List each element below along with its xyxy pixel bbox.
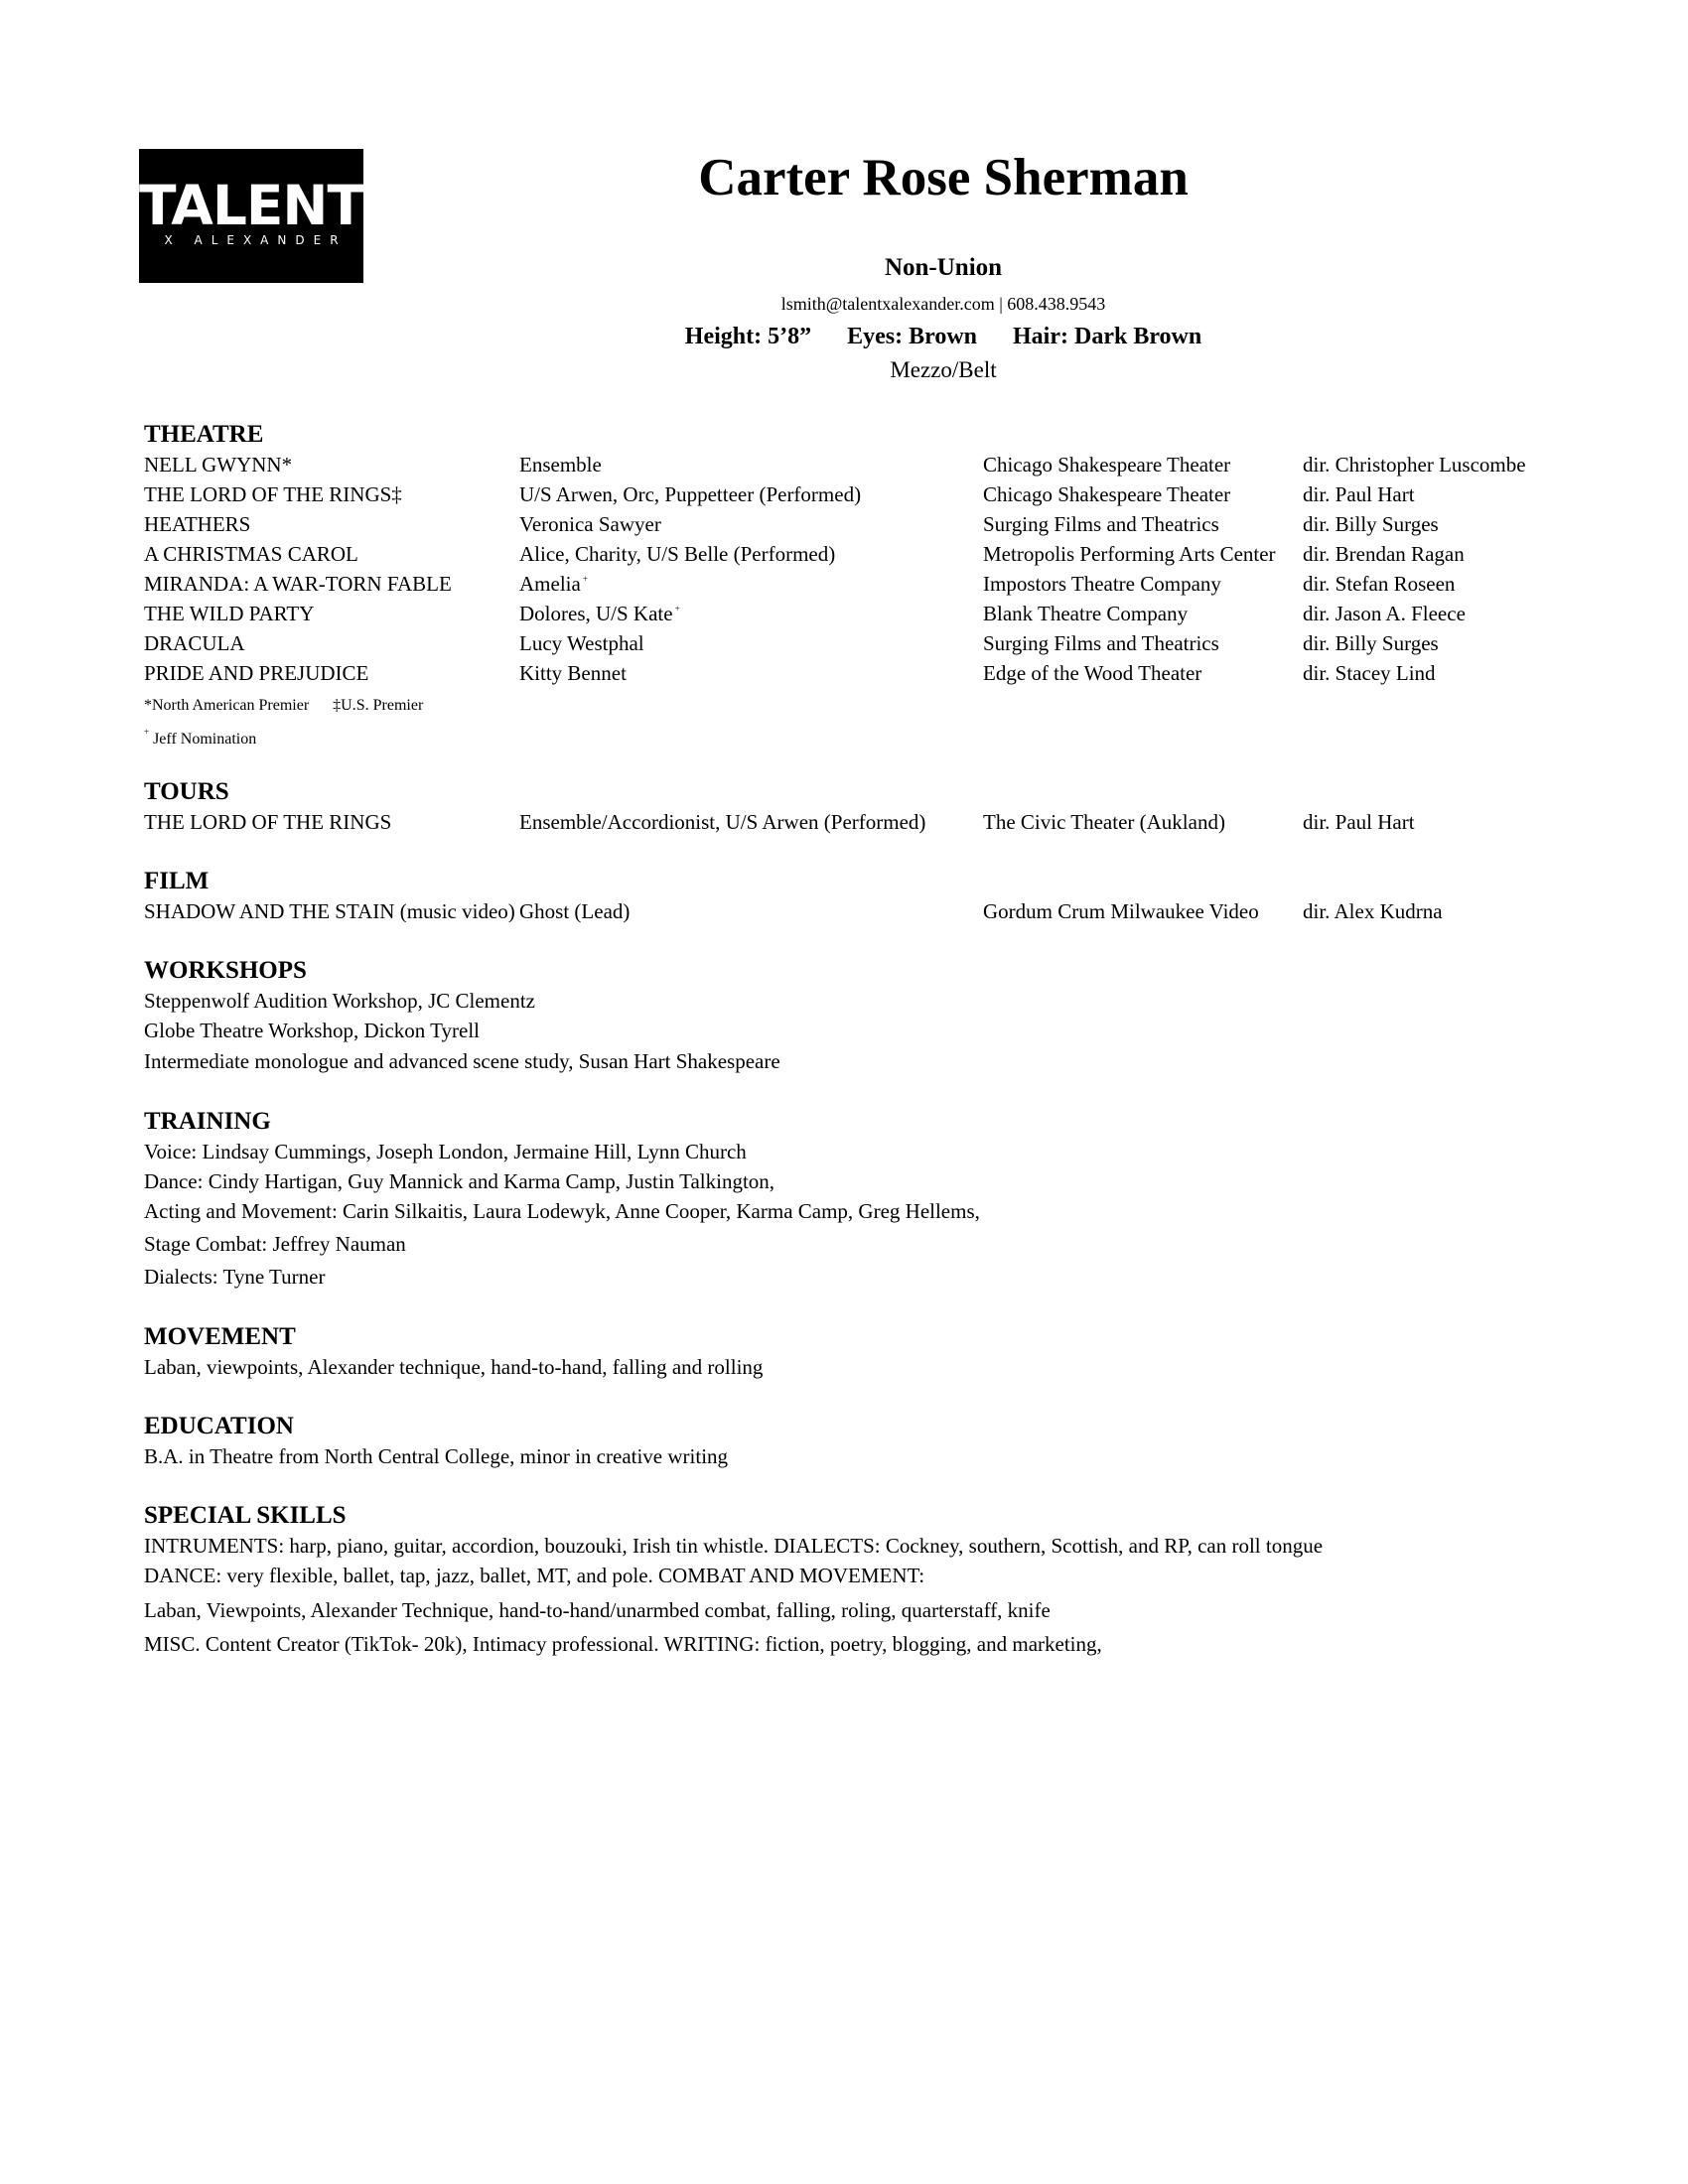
credit-venue: Surging Films and Theatrics bbox=[983, 512, 1219, 536]
credit-row bbox=[0, 574, 1688, 604]
special-skills-heading: SPECIAL SKILLS bbox=[144, 1502, 347, 1529]
workshop-item: Globe Theatre Workshop, Dickon Tyrell bbox=[144, 1019, 481, 1042]
credit-title: MIRANDA: A WAR-TORN FABLE bbox=[144, 572, 452, 596]
logo-subtitle: X ALEXANDER bbox=[164, 233, 348, 247]
training-heading: TRAINING bbox=[144, 1108, 271, 1135]
credit-title: DRACULA bbox=[144, 631, 245, 655]
education-heading: EDUCATION bbox=[144, 1413, 294, 1439]
credit-row bbox=[0, 663, 1688, 693]
skills-item: Laban, Viewpoints, Alexander Technique, hand-to-hand/unarmbed combat, falling, roling, quarterstaff, knife bbox=[144, 1598, 1051, 1622]
credit-role: Ensemble bbox=[519, 453, 602, 477]
credit-row bbox=[0, 455, 1688, 484]
training-item: Dialects: Tyne Turner bbox=[144, 1265, 326, 1289]
credit-role: Kitty Bennet bbox=[519, 661, 627, 685]
tours-heading: TOURS bbox=[144, 778, 229, 805]
credit-director: dir. Billy Surges bbox=[1303, 631, 1439, 655]
credit-row bbox=[0, 812, 1688, 842]
credit-row bbox=[0, 484, 1688, 514]
credit-venue: Metropolis Performing Arts Center bbox=[983, 542, 1276, 566]
height-stat: Height: 5’8” bbox=[684, 324, 812, 349]
credit-title: PRIDE AND PREJUDICE bbox=[144, 661, 369, 685]
premiere-footnote: *North American Premier ‡U.S. Premier bbox=[144, 697, 424, 714]
credit-row bbox=[0, 544, 1688, 574]
credit-director: dir. Alex Kudrna bbox=[1303, 899, 1443, 923]
credit-director: dir. Paul Hart bbox=[1303, 482, 1415, 506]
workshops-heading: WORKSHOPS bbox=[144, 957, 307, 984]
education-item: B.A. in Theatre from North Central College, minor in creative writing bbox=[144, 1444, 729, 1468]
credit-role: Ghost (Lead) bbox=[519, 899, 631, 923]
credit-director: dir. Christopher Luscombe bbox=[1303, 453, 1526, 477]
union-status: Non-Union bbox=[884, 254, 1003, 281]
credit-row bbox=[0, 633, 1688, 663]
nomination-footnote: + Jeff Nomination bbox=[144, 727, 257, 748]
credit-row bbox=[0, 514, 1688, 544]
credit-director: dir. Billy Surges bbox=[1303, 512, 1439, 536]
credit-title: HEATHERS bbox=[144, 512, 251, 536]
credit-director: dir. Stacey Lind bbox=[1303, 661, 1436, 685]
credit-title: THE LORD OF THE RINGS‡ bbox=[144, 482, 402, 506]
credit-venue: Gordum Crum Milwaukee Video bbox=[983, 899, 1259, 923]
credit-venue: Edge of the Wood Theater bbox=[983, 661, 1202, 685]
credit-title: THE LORD OF THE RINGS bbox=[144, 810, 392, 834]
hair-stat: Hair: Dark Brown bbox=[1013, 324, 1202, 349]
credit-role: Dolores, U/S Kate + bbox=[519, 602, 680, 625]
workshop-item: Steppenwolf Audition Workshop, JC Clementz bbox=[144, 989, 535, 1013]
skills-item: INTRUMENTS: harp, piano, guitar, accordion, bouzouki, Irish tin whistle. DIALECTS: Cockney, southern, Scottish, and RP, can roll tongue bbox=[144, 1534, 1324, 1558]
credit-director: dir. Paul Hart bbox=[1303, 810, 1415, 834]
credit-title: NELL GWYNN* bbox=[144, 453, 293, 477]
credit-venue: Surging Films and Theatrics bbox=[983, 631, 1219, 655]
film-heading: FILM bbox=[144, 868, 210, 894]
credit-role: Amelia + bbox=[519, 572, 588, 596]
credit-venue: Chicago Shakespeare Theater bbox=[983, 482, 1231, 506]
credit-role: Alice, Charity, U/S Belle (Performed) bbox=[519, 542, 836, 566]
actor-name: Carter Rose Sherman bbox=[698, 149, 1189, 206]
training-item: Acting and Movement: Carin Silkaitis, Laura Lodewyk, Anne Cooper, Karma Camp, Greg Hellems, bbox=[144, 1199, 980, 1223]
movement-heading: MOVEMENT bbox=[144, 1323, 296, 1350]
workshop-item: Intermediate monologue and advanced scene study, Susan Hart Shakespeare bbox=[144, 1049, 780, 1073]
physical-stats bbox=[596, 325, 1291, 348]
contact-info: lsmith@talentxalexander.com | 608.438.9543 bbox=[780, 294, 1106, 314]
credit-role: Lucy Westphal bbox=[519, 631, 644, 655]
credit-director: dir. Brendan Ragan bbox=[1303, 542, 1465, 566]
credit-title: THE WILD PARTY bbox=[144, 602, 315, 625]
credit-director: dir. Stefan Roseen bbox=[1303, 572, 1456, 596]
credit-title: A CHRISTMAS CAROL bbox=[144, 542, 358, 566]
credit-venue: Impostors Theatre Company bbox=[983, 572, 1221, 596]
logo-wordmark: TALENT bbox=[139, 174, 363, 237]
training-item: Dance: Cindy Hartigan, Guy Mannick and Karma Camp, Justin Talkington, bbox=[144, 1169, 775, 1193]
training-item: Stage Combat: Jeffrey Nauman bbox=[144, 1232, 406, 1256]
credit-director: dir. Jason A. Fleece bbox=[1303, 602, 1466, 625]
credit-venue: Blank Theatre Company bbox=[983, 602, 1189, 625]
credit-row bbox=[0, 604, 1688, 633]
movement-item: Laban, viewpoints, Alexander technique, hand-to-hand, falling and rolling bbox=[144, 1355, 764, 1379]
credit-role: Veronica Sawyer bbox=[519, 512, 661, 536]
credit-row bbox=[0, 901, 1688, 931]
credit-role: U/S Arwen, Orc, Puppetteer (Performed) bbox=[519, 482, 862, 506]
training-item: Voice: Lindsay Cummings, Joseph London, Jermaine Hill, Lynn Church bbox=[144, 1140, 747, 1163]
theatre-heading: THEATRE bbox=[144, 421, 264, 448]
credit-venue: Chicago Shakespeare Theater bbox=[983, 453, 1231, 477]
skills-item: MISC. Content Creator (TikTok- 20k), Intimacy professional. WRITING: fiction, poetry, blogging, and marketing, bbox=[144, 1632, 1102, 1656]
skills-item: DANCE: very flexible, ballet, tap, jazz, ballet, MT, and pole. COMBAT AND MOVEMENT: bbox=[144, 1564, 925, 1587]
eyes-stat: Eyes: Brown bbox=[847, 324, 977, 349]
credit-role: Ensemble/Accordionist, U/S Arwen (Performed) bbox=[519, 810, 926, 834]
agency-logo bbox=[139, 149, 363, 283]
voice-type: Mezzo/Belt bbox=[890, 357, 997, 382]
credit-venue: The Civic Theater (Aukland) bbox=[983, 810, 1225, 834]
credit-title: SHADOW AND THE STAIN (music video) bbox=[144, 901, 515, 922]
